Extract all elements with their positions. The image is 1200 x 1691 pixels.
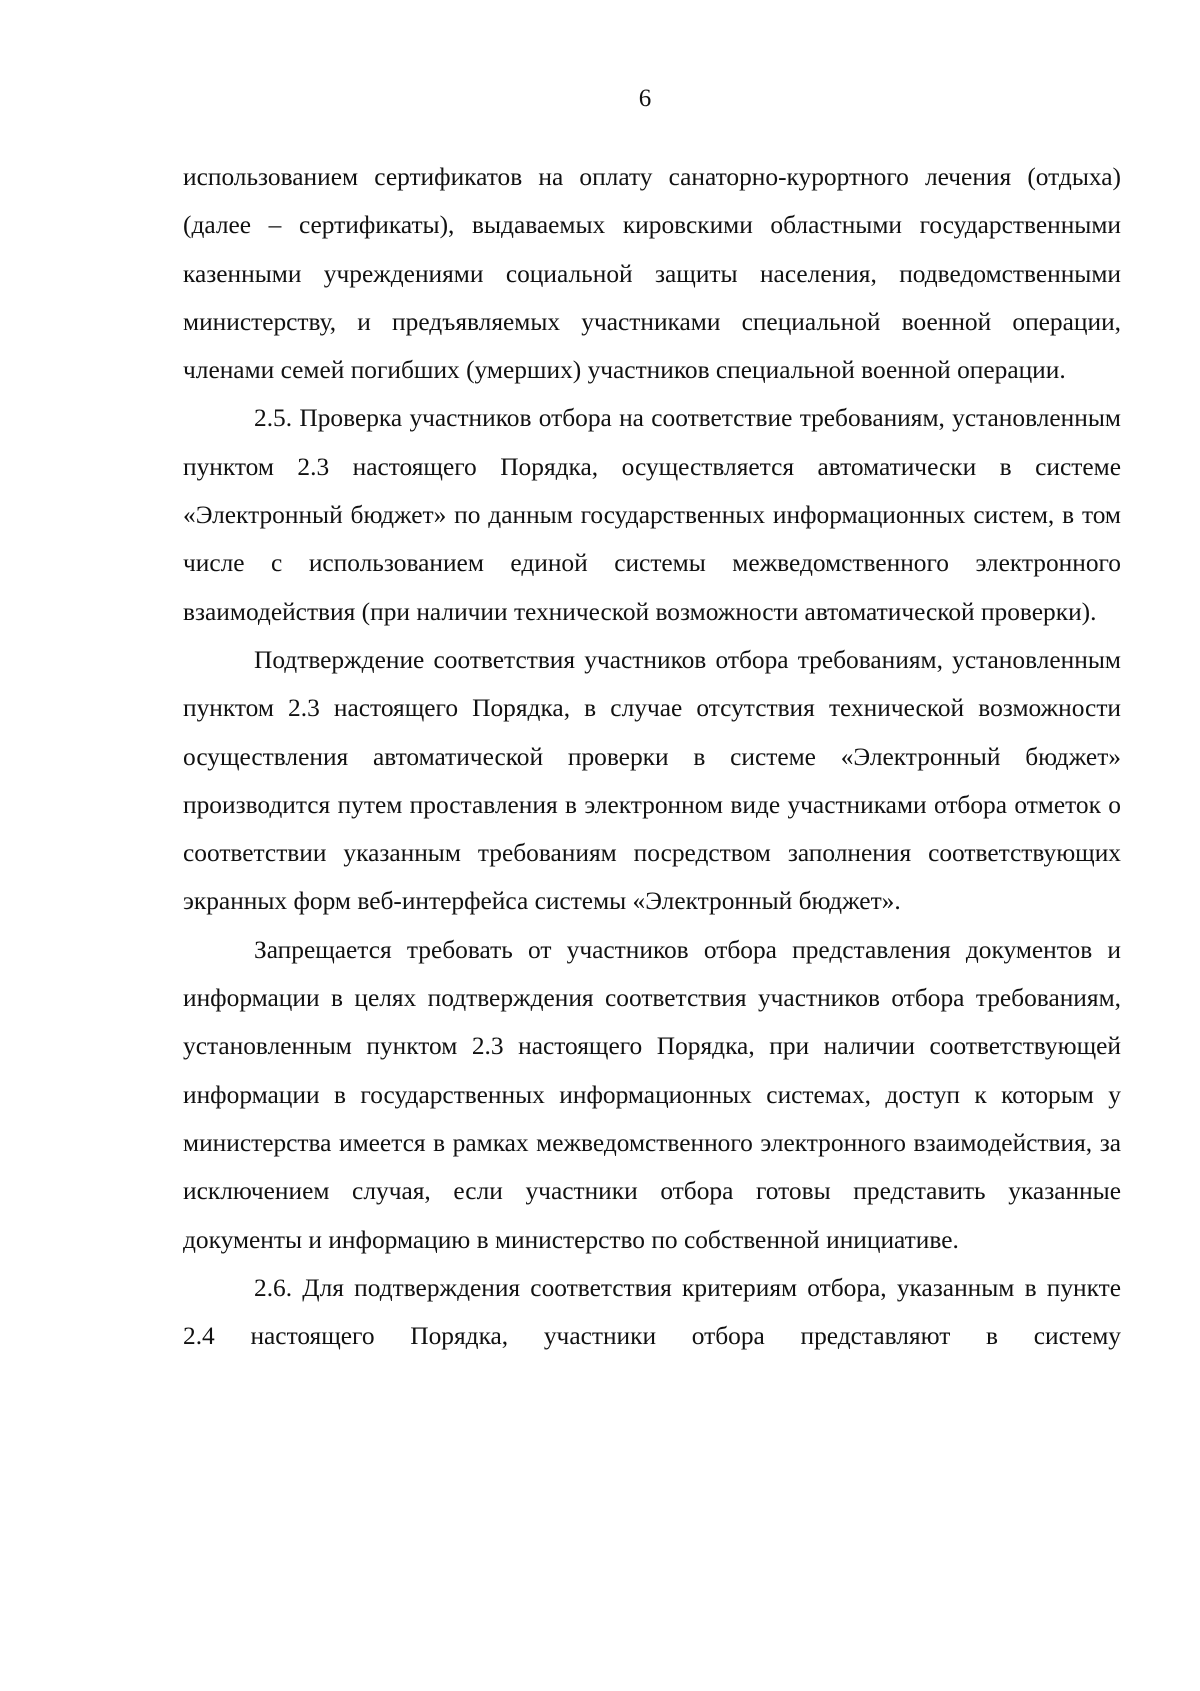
paragraph-confirmation-manual: Подтверждение соответствия участников отбора требованиям, установленным пунктом 2.3 настоящего Порядка, в случае отсутствия технической возможности осуществления автоматической проверки в системе «Электронный бюджет» производится путем проставления в электронном виде участниками отбора отметок о соответствии указанным требованиям посредством заполнения соответствующих экранных форм веб-интерфейса системы «Электронный бюджет». xyxy=(183,645,1121,916)
paragraph-2-5-automatic-check: 2.5. Проверка участников отбора на соответствие требованиям, установленным пунктом 2.3 настоящего Порядка, осуществляется автоматически в системе «Электронный бюджет» по данным государственных информационных систем, в том числе с использованием единой системы межведомственного электронного взаимодействия (при наличии технической возможности автоматической проверки). xyxy=(183,404,1121,626)
page-number: 6 xyxy=(638,85,652,112)
paragraph-2-6-criteria: 2.6. Для подтверждения соответствия критериям отбора, указанным в пункте 2.4 настоящего Порядка, участники отбора представляют в систему xyxy=(183,1273,1121,1351)
document-body xyxy=(183,153,1121,1360)
paragraph-prohibition: Запрещается требовать от участников отбора представления документов и информации в целях подтверждения соответствия участников отбора требованиям, установленным пунктом 2.3 настоящего Порядка, при наличии соответствующей информации в государственных информационных системах, доступ к которым у министерства имеется в рамках межведомственного электронного взаимодействия, за исключением случая, если участники отбора готовы представить указанные документы и информацию в министерство по собственной инициативе. xyxy=(183,935,1121,1254)
paragraph-certificates-continuation: использованием сертификатов на оплату санаторно-курортного лечения (отдыха) (далее – сертификаты), выдаваемых кировскими областными государственными казенными учреждениями социальной защиты населения, подведомственными министерству, и предъявляемых участниками специальной военной операции, членами семей погибших (умерших) участников специальной военной операции. xyxy=(183,163,1121,385)
